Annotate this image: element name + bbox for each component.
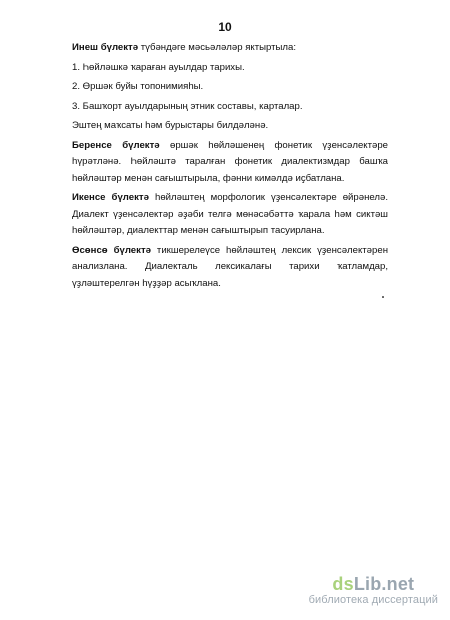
watermark-logo-ds: ds [332,574,354,594]
page-number: 10 [218,20,232,34]
paragraph-chapter-3 [72,243,388,293]
watermark-logo-lib: Lib [353,574,382,594]
paragraph-introduction [72,40,388,57]
paragraph-text: һөйләштең морфологик үҙенсәлектәре өйрәнелә. Диалект үҙенсәлектәр әҙәби телгә мөнәсәбәттә ҡарала һәм сиктәш һөйләштәр, диалекттар менән сағыштырып тасуирлана. [72,192,388,236]
watermark-logo [309,574,438,594]
list-item-2: 2. Өршәк буйы топонимияһы. [72,81,204,92]
paragraph-text: өршәк һөйләшенең фонетик үҙенсәлектәре һүрәтләнә. Һөйләштә таралған фонетик диалектизмдар башҡа һөйләштәр менән сағыштырыла, фәнни кимәлдә иҫбатлана. [72,139,388,184]
watermark-subtitle: библиотека диссертаций [308,594,438,606]
section-heading-introduction: Инеш бүлектә [72,42,139,53]
list-item-1: 1. Һөйләшкә ҡараған ауылдар тарихы. [72,61,245,73]
document-body [72,40,388,295]
section-heading-chapter-3: Өсөнсө бүлектә [72,244,151,256]
section-heading-chapter-1: Беренсе бүлектә [72,139,160,151]
section-heading-chapter-2: Икенсе бүлектә [72,192,149,203]
paragraph-goals: Эштең маҡсаты һәм бурыстары билдәләнә. [72,120,269,131]
paragraph-text: түбәндәге мәсьәләләр яктыртыла: [138,42,297,53]
watermark [309,574,438,607]
paragraph-chapter-2 [72,190,388,240]
paragraph-chapter-1 [72,138,388,188]
list-item-3: 3. Башҡорт ауылдарының этник составы, карталар. [72,100,303,112]
stray-dot [382,296,384,298]
paragraph-text: тикшерелеүсе һөйләштең лексик үҙенсәлектәрен анализлана. Диалекталь лексикалағы тарихи ҡатламдар, үҙләштерелгән һүҙҙәр асыҡлана. [72,244,388,289]
watermark-logo-net: .net [381,574,415,594]
